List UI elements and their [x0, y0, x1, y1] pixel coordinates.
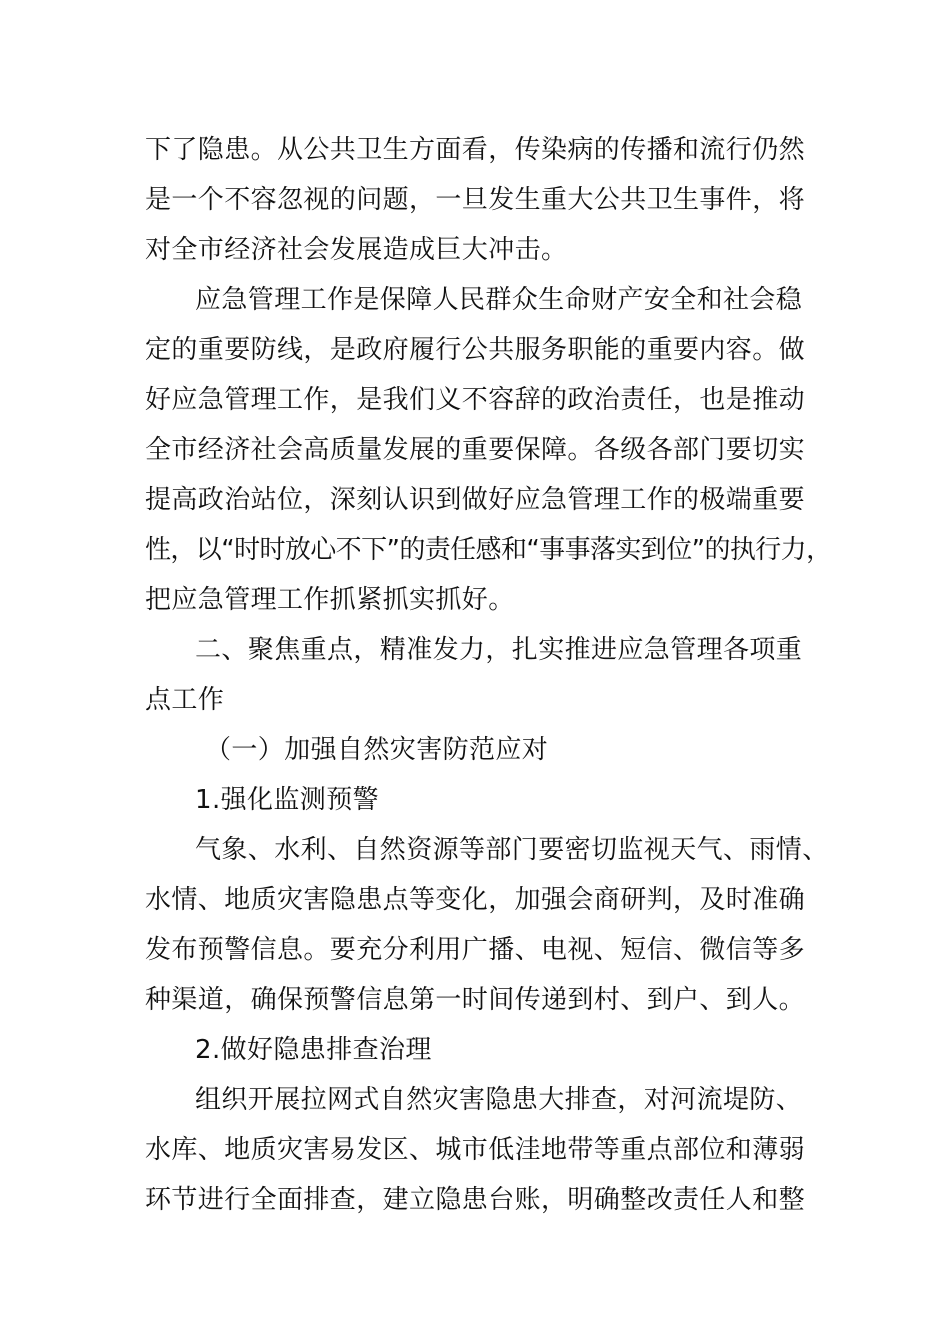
body-text-line: 下了隐患。从公共卫生方面看，传染病的传播和流行仍然 [145, 135, 806, 165]
body-text-line: 对全市经济社会发展造成巨大冲击。 [145, 235, 568, 265]
body-text-line: 把应急管理工作抓紧抓实抓好。 [145, 585, 515, 615]
section-heading: 二、聚焦重点，精准发力，扎实推进应急管理各项重 [195, 635, 803, 665]
body-text-line: 好应急管理工作，是我们义不容辞的政治责任，也是推动 [145, 385, 806, 415]
paragraph-first-line: 应急管理工作是保障人民群众生命财产安全和社会稳 [195, 285, 803, 315]
item-heading: 1.强化监测预警 [195, 785, 380, 815]
body-text-line: 是一个不容忽视的问题，一旦发生重大公共卫生事件，将 [145, 185, 806, 215]
item-heading: 2.做好隐患排查治理 [195, 1035, 432, 1065]
body-text-line: 水情、地质灾害隐患点等变化，加强会商研判，及时准确 [145, 885, 806, 915]
subsection-heading: （一）加强自然灾害防范应对 [205, 735, 549, 765]
body-text-line: 发布预警信息。要充分利用广播、电视、短信、微信等多 [145, 935, 806, 965]
section-heading-continued: 点工作 [145, 685, 225, 715]
body-text-line: 提高政治站位，深刻认识到做好应急管理工作的极端重要 [145, 485, 806, 515]
paragraph-first-line: 组织开展拉网式自然灾害隐患大排查，对河流堤防、 [195, 1085, 803, 1115]
body-text-line: 定的重要防线，是政府履行公共服务职能的重要内容。做 [145, 335, 806, 365]
body-text-line: 全市经济社会高质量发展的重要保障。各级各部门要切实 [145, 435, 806, 465]
body-text-line: 环节进行全面排查，建立隐患台账，明确整改责任人和整 [145, 1185, 806, 1215]
body-text-line: 种渠道，确保预警信息第一时间传递到村、到户、到人。 [145, 985, 806, 1015]
body-text-line: 性，以“时时放心不下”的责任感和“事事落实到位”的执行力， [145, 535, 832, 565]
body-text-line: 水库、地质灾害易发区、城市低洼地带等重点部位和薄弱 [145, 1135, 806, 1165]
paragraph-first-line: 气象、水利、自然资源等部门要密切监视天气、雨情、 [195, 835, 829, 865]
